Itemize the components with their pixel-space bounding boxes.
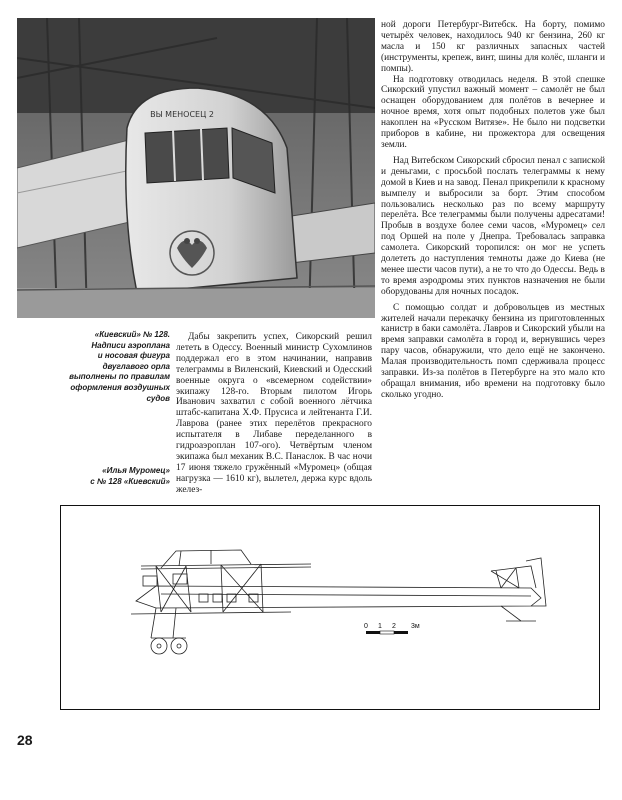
svg-text:3м: 3м (411, 623, 420, 630)
paragraph: С помощью солдат и добровольцев из местных жителей начали перекачку бензина из приготовленных канистр в баки самолёта. Лавров и Сикорский убыли на время заправки самолёта в город и, вернувшись через пару часов, обнаружили, что дело ещё не закончено. Малая производительность помп сдерживала процесс заправки. Из-за полётов в Петербурге на это мало кто обращал внимания, ибо времени на подготовку было сколько угодно. (381, 302, 605, 400)
aircraft-photo (17, 18, 375, 318)
paragraph: На подготовку отводилась неделя. В этой спешке Сикорский упустил важный момент – самолёт не был оснащен оборудованием для полётов в вечернее и ночное время, хотя опыт подобных полетов уже был накоплен на «Русском Витязе». Не было ни подсветки приборов в кабине, ни прожектора для освещения земли. (381, 74, 605, 150)
paragraph: Над Витебском Сикорский сбросил пенал с запиской и деньгами, с просьбой послать телеграммы к нему домой в Киев и на завод. Пенал прикрепили к красному вымпелу и выбросили за борт. Этим способом пользовались несколько раз по всему маршруту перелёта. Все телеграммы были получены адресатами! Пробыв в воздухе более семи часов, «Муромец» сел под Оршей на поле у Днепра. Требовалась заправка самолета. Сикорский торопился: он мог не успеть долететь до наступления темноты даже до Киева (не менее шести часов пути), а не то что до Одессы. Ведь в то время аэродромы этих пунктов назначения не были оборудованы для ночных посадок. (381, 155, 605, 297)
svg-text:1: 1 (378, 623, 382, 630)
right-text-column (381, 20, 605, 401)
svg-text:2: 2 (392, 623, 396, 630)
page-number: 28 (17, 732, 33, 748)
drawing-caption: «Илья Муромец» с № 128 «Киевский» (90, 466, 170, 486)
paragraph: Дабы закрепить успех, Сикорский решил лететь в Одессу. Военный министр Сухомлинов поддержал его в этом начинании, направив телеграммы в Виленский, Киевский и Одесский военные округа о «всемерном содействии» экипажу 128-го. Вторым пилотом Игорь Иванович захватил с собой военного лётчика штабс-капитана Х.Ф. Прусиса и лейтенанта Г.И. Лаврова (ранее этих перелётов прекрасного испытателя в Либаве переделанного в гидроаэроплан 107-ого). Четвёртым членом экипажа был механик В.С. Панаслок. В час ночи 17 июня тяжело гружённый «Муромец» (общая нагрузка — 1610 кг), вылетел, держа курс вдоль желез- (176, 332, 372, 495)
svg-text:0: 0 (364, 623, 368, 630)
middle-text-column (176, 332, 372, 496)
aircraft-side-drawing (60, 505, 600, 710)
paragraph: ной дороги Петербург-Витебск. На борту, помимо четырёх человек, находилось 940 кг бензина, 260 кг масла и 150 кг различных запасных частей (инструменты, крепеж, винт, шины для колёс, шланги и помпы). (381, 20, 605, 74)
fuselage-lettering: ВЫ МЕНОСЕЦ 2 (150, 110, 214, 119)
scale-bar (364, 623, 420, 634)
photo-caption: «Киевский» № 128. Надписи аэроплана и носовая фигура двуглавого орла выполнены по правилам оформления воздушных судов (69, 330, 170, 403)
